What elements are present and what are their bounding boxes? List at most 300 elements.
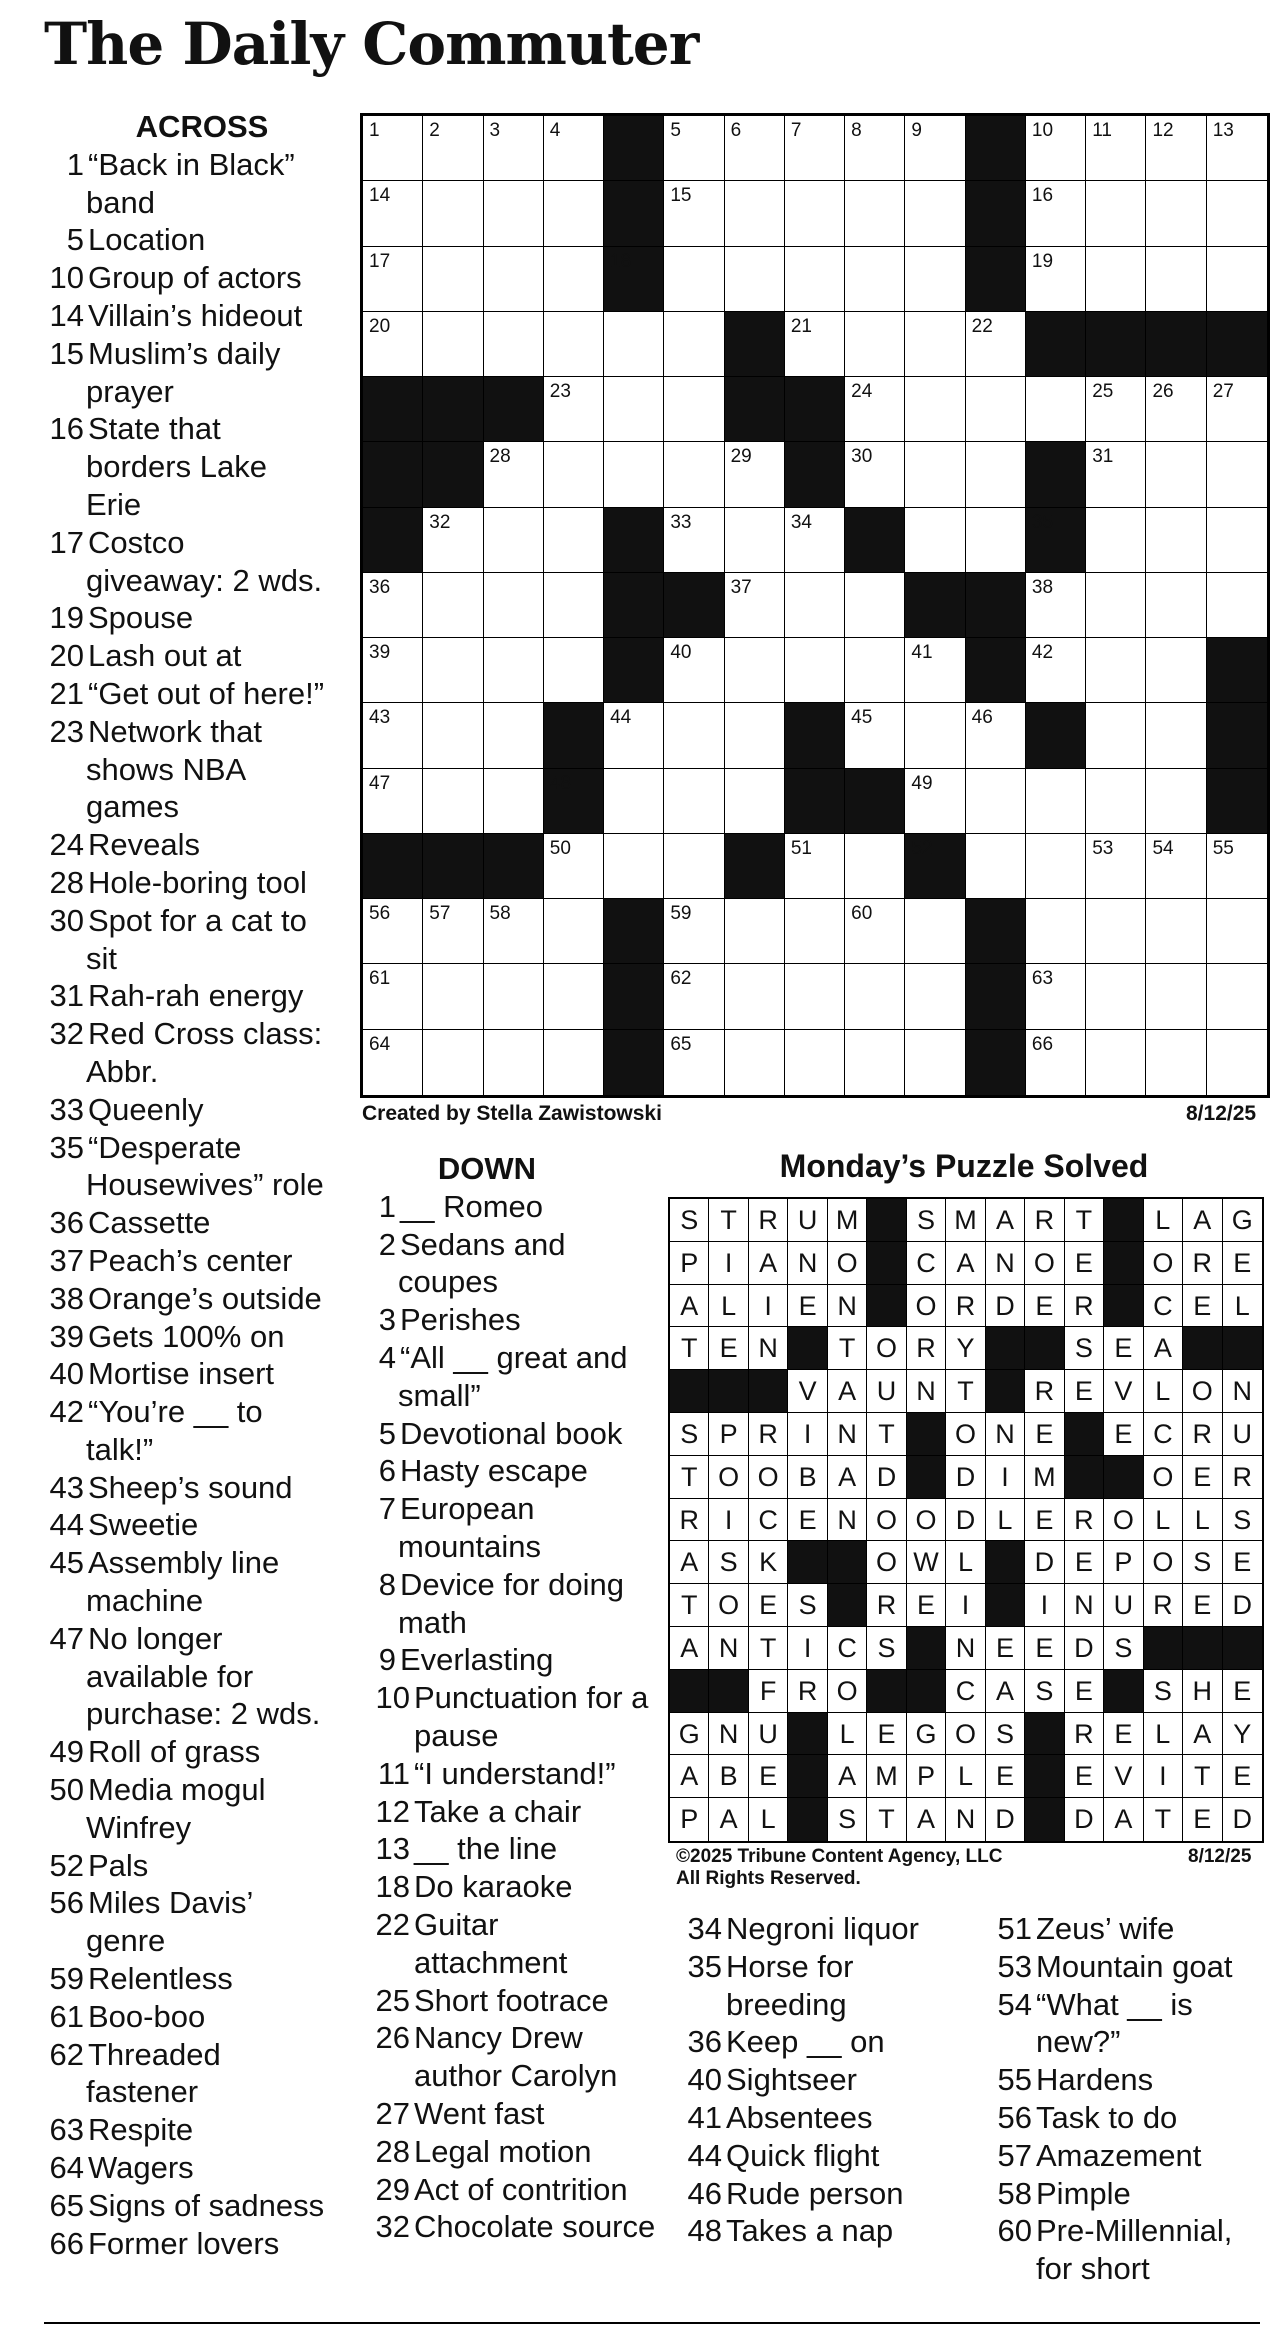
- grid-cell[interactable]: [664, 442, 724, 507]
- grid-cell[interactable]: [1026, 769, 1086, 834]
- black-square: [363, 834, 423, 899]
- solved-letter: B: [788, 1456, 827, 1499]
- solved-letter: I: [788, 1413, 827, 1456]
- solved-letter: A: [828, 1456, 867, 1499]
- grid-cell[interactable]: [905, 312, 965, 377]
- grid-cell[interactable]: [785, 247, 845, 312]
- grid-cell[interactable]: [725, 703, 785, 768]
- solved-letter: V: [1104, 1755, 1143, 1798]
- down-clue-32: [356, 2208, 658, 2246]
- grid-cell[interactable]: [544, 1030, 604, 1095]
- grid-cell[interactable]: [363, 899, 423, 964]
- grid-cell[interactable]: [664, 1030, 724, 1095]
- grid-cell[interactable]: [966, 703, 1026, 768]
- solved-black-square: [1223, 1627, 1262, 1670]
- grid-cell[interactable]: [363, 638, 423, 703]
- cell-number: 23: [549, 381, 571, 403]
- across-clue-59: [44, 1960, 330, 1998]
- grid-cell[interactable]: [785, 899, 845, 964]
- grid-cell[interactable]: [423, 1030, 483, 1095]
- solved-letter: E: [749, 1584, 788, 1627]
- grid-cell[interactable]: [544, 899, 604, 964]
- grid-cell[interactable]: [1207, 247, 1267, 312]
- clue-text: Do karaoke: [414, 1869, 573, 1905]
- grid-cell[interactable]: [544, 312, 604, 377]
- black-square: [604, 116, 664, 181]
- black-square: [725, 312, 785, 377]
- grid-cell[interactable]: [484, 247, 544, 312]
- solved-letter: D: [867, 1456, 906, 1499]
- grid-cell[interactable]: [1207, 508, 1267, 573]
- grid-cell[interactable]: [905, 508, 965, 573]
- grid-cell[interactable]: [845, 442, 905, 507]
- grid-cell[interactable]: [423, 312, 483, 377]
- cell-number: 20: [369, 315, 391, 337]
- grid-cell[interactable]: [785, 964, 845, 1029]
- grid-cell[interactable]: [845, 573, 905, 638]
- grid-cell[interactable]: [604, 377, 664, 442]
- grid-cell[interactable]: [1086, 442, 1146, 507]
- clue-number: 5: [378, 1415, 396, 1451]
- clue-number: 22: [375, 1906, 410, 1942]
- grid-cell[interactable]: [1146, 116, 1206, 181]
- grid-cell[interactable]: [845, 377, 905, 442]
- grid-cell[interactable]: [484, 573, 544, 638]
- down-clue-56: [978, 2099, 1268, 2137]
- grid-cell[interactable]: [484, 442, 544, 507]
- grid-cell[interactable]: [664, 116, 724, 181]
- solved-letter: O: [867, 1499, 906, 1542]
- grid-cell[interactable]: [423, 638, 483, 703]
- clue-text: “Back in Black” band: [86, 146, 295, 220]
- grid-cell[interactable]: [966, 769, 1026, 834]
- solved-letter: O: [828, 1242, 867, 1285]
- solved-letter: S: [828, 1798, 867, 1841]
- solved-black-square: [788, 1327, 827, 1370]
- grid-cell[interactable]: [966, 377, 1026, 442]
- grid-cell[interactable]: [966, 508, 1026, 573]
- clue-number: 25: [375, 1982, 410, 2018]
- solved-letter: E: [1183, 1285, 1222, 1328]
- grid-cell[interactable]: [544, 377, 604, 442]
- cell-number: 45: [851, 707, 873, 729]
- solved-letter: L: [749, 1798, 788, 1841]
- grid-cell[interactable]: [1146, 834, 1206, 899]
- grid-cell[interactable]: [664, 769, 724, 834]
- grid-cell[interactable]: [1086, 769, 1146, 834]
- grid-cell[interactable]: [484, 703, 544, 768]
- grid-cell[interactable]: [785, 573, 845, 638]
- solved-letter: O: [709, 1584, 748, 1627]
- grid-cell[interactable]: [785, 1030, 845, 1095]
- clue-number: 65: [49, 2187, 84, 2223]
- clue-text: Absentees: [726, 2099, 873, 2135]
- grid-cell[interactable]: [1207, 116, 1267, 181]
- grid-cell[interactable]: [664, 834, 724, 899]
- grid-cell[interactable]: [1207, 899, 1267, 964]
- clue-text: Cassette: [88, 1205, 211, 1241]
- solved-letter: D: [986, 1798, 1025, 1841]
- grid-cell[interactable]: [484, 638, 544, 703]
- cell-number: 8: [851, 120, 862, 141]
- clue-number: 54: [997, 1986, 1032, 2022]
- black-square: [544, 703, 604, 768]
- clue-number: 43: [49, 1469, 84, 1505]
- clue-text: Reveals: [88, 827, 200, 863]
- clue-text: Peach’s center: [88, 1242, 293, 1278]
- solved-letter: C: [907, 1242, 946, 1285]
- clue-number: 30: [49, 902, 84, 938]
- down-clue-5: [356, 1415, 658, 1453]
- solved-letter: L: [1144, 1199, 1183, 1242]
- grid-cell[interactable]: [1086, 1030, 1146, 1095]
- grid-cell[interactable]: [905, 377, 965, 442]
- grid-cell[interactable]: [363, 116, 423, 181]
- grid-cell[interactable]: [664, 181, 724, 246]
- solved-letter: A: [907, 1798, 946, 1841]
- across-clue-21: [44, 675, 330, 713]
- grid-cell[interactable]: [845, 312, 905, 377]
- grid-cell[interactable]: [785, 638, 845, 703]
- clue-number: 28: [375, 2133, 410, 2169]
- grid-cell[interactable]: [544, 442, 604, 507]
- grid-cell[interactable]: [544, 181, 604, 246]
- clue-number: 52: [49, 1847, 84, 1883]
- grid-cell[interactable]: [1026, 834, 1086, 899]
- grid-cell[interactable]: [363, 1030, 423, 1095]
- grid-cell[interactable]: [725, 181, 785, 246]
- down-clue-57: [978, 2137, 1268, 2175]
- grid-cell[interactable]: [484, 769, 544, 834]
- down-clue-1: [356, 1188, 658, 1226]
- grid-cell[interactable]: [484, 116, 544, 181]
- grid-cell[interactable]: [363, 312, 423, 377]
- grid-cell[interactable]: [785, 116, 845, 181]
- down-clue-3: [356, 1301, 658, 1339]
- solved-black-square: [1144, 1627, 1183, 1670]
- grid-cell[interactable]: [1026, 573, 1086, 638]
- grid-cell[interactable]: [484, 508, 544, 573]
- clue-number: 57: [997, 2137, 1032, 2173]
- grid-cell[interactable]: [544, 573, 604, 638]
- grid-cell[interactable]: [1146, 508, 1206, 573]
- grid-cell[interactable]: [905, 1030, 965, 1095]
- grid-cell[interactable]: [905, 442, 965, 507]
- solved-letter: E: [1104, 1413, 1143, 1456]
- solved-black-square: [1104, 1285, 1143, 1328]
- grid-cell[interactable]: [725, 899, 785, 964]
- grid-cell[interactable]: [544, 116, 604, 181]
- cell-number: 42: [1031, 642, 1054, 664]
- grid-cell[interactable]: [845, 181, 905, 246]
- grid-cell[interactable]: [1146, 769, 1206, 834]
- grid-cell[interactable]: [725, 769, 785, 834]
- grid-cell[interactable]: [1086, 247, 1146, 312]
- clue-text: European mountains: [398, 1491, 542, 1564]
- grid-cell[interactable]: [1146, 703, 1206, 768]
- grid-cell[interactable]: [1086, 964, 1146, 1029]
- cell-number: 35: [1031, 511, 1054, 533]
- grid-cell[interactable]: [1026, 377, 1086, 442]
- grid-cell[interactable]: [484, 181, 544, 246]
- solved-letter: E: [1025, 1499, 1064, 1542]
- clue-text: Pre-Millennial, for short: [1036, 2213, 1233, 2287]
- grid-cell[interactable]: [664, 964, 724, 1029]
- grid-cell[interactable]: [544, 508, 604, 573]
- grid-cell[interactable]: [423, 964, 483, 1029]
- grid-cell[interactable]: [423, 508, 483, 573]
- grid-cell[interactable]: [1146, 377, 1206, 442]
- grid-cell[interactable]: [1146, 899, 1206, 964]
- grid-cell[interactable]: [845, 703, 905, 768]
- grid-cell[interactable]: [664, 703, 724, 768]
- solved-letter: E: [1104, 1327, 1143, 1370]
- grid-cell[interactable]: [1207, 1030, 1267, 1095]
- grid-cell[interactable]: [363, 573, 423, 638]
- grid-cell[interactable]: [1026, 116, 1086, 181]
- grid-cell[interactable]: [604, 312, 664, 377]
- across-clue-56: [44, 1884, 330, 1960]
- grid-cell[interactable]: [1086, 116, 1146, 181]
- grid-cell[interactable]: [1146, 638, 1206, 703]
- solved-black-square: [1183, 1627, 1222, 1670]
- cell-number: 6: [730, 120, 742, 141]
- solved-letter: N: [946, 1627, 985, 1670]
- clue-text: “You’re __ to talk!”: [86, 1394, 263, 1467]
- grid-cell[interactable]: [725, 247, 785, 312]
- grid-cell[interactable]: [423, 703, 483, 768]
- solved-letter: A: [749, 1242, 788, 1285]
- grid-cell[interactable]: [363, 247, 423, 312]
- grid-cell[interactable]: [785, 181, 845, 246]
- grid-cell[interactable]: [664, 508, 724, 573]
- grid-cell[interactable]: [604, 442, 664, 507]
- grid-cell[interactable]: [1146, 1030, 1206, 1095]
- grid-cell[interactable]: [725, 442, 785, 507]
- across-clue-65: [44, 2187, 330, 2225]
- grid-cell[interactable]: [1146, 573, 1206, 638]
- cell-number: 27: [1212, 381, 1234, 403]
- solved-letter: N: [788, 1242, 827, 1285]
- black-square: [1207, 703, 1267, 768]
- grid-cell[interactable]: [1026, 899, 1086, 964]
- grid-cell[interactable]: [423, 573, 483, 638]
- grid-cell[interactable]: [363, 769, 423, 834]
- grid-cell[interactable]: [725, 573, 785, 638]
- solved-black-square: [828, 1584, 867, 1627]
- grid-cell[interactable]: [1207, 181, 1267, 246]
- grid-cell[interactable]: [363, 703, 423, 768]
- grid-cell[interactable]: [544, 247, 604, 312]
- solved-letter: A: [986, 1670, 1025, 1713]
- grid-cell[interactable]: [1086, 899, 1146, 964]
- clue-text: Hole-boring tool: [88, 864, 307, 900]
- clue-text: “I understand!”: [414, 1755, 616, 1791]
- solved-black-square: [709, 1370, 748, 1413]
- solved-letter: T: [670, 1584, 709, 1627]
- down-clue-46: [668, 2175, 958, 2213]
- down-clue-29: [356, 2171, 658, 2209]
- grid-cell[interactable]: [845, 116, 905, 181]
- grid-cell[interactable]: [966, 834, 1026, 899]
- black-square: [966, 1030, 1026, 1095]
- grid-cell[interactable]: [664, 377, 724, 442]
- across-clue-42: [44, 1393, 330, 1469]
- grid-cell[interactable]: [423, 899, 483, 964]
- across-clue-50: [44, 1771, 330, 1847]
- grid-cell[interactable]: [905, 247, 965, 312]
- grid-cell[interactable]: [664, 247, 724, 312]
- grid-cell[interactable]: [905, 899, 965, 964]
- clue-text: Media mogul Winfrey: [86, 1772, 266, 1845]
- cell-number: 60: [851, 903, 873, 925]
- black-square: [1026, 442, 1086, 507]
- grid-cell[interactable]: [363, 964, 423, 1029]
- grid-cell[interactable]: [785, 508, 845, 573]
- down-clue-7: [356, 1490, 658, 1566]
- grid-cell[interactable]: [1207, 964, 1267, 1029]
- solved-letter: Y: [1223, 1713, 1262, 1756]
- copyright-line: ©2025 Tribune Content Agency, LLC: [676, 1846, 1003, 1867]
- clue-text: “Desperate Housewives” role: [86, 1129, 324, 1203]
- solved-black-square: [1065, 1456, 1104, 1499]
- clue-number: 66: [49, 2225, 84, 2261]
- grid-cell[interactable]: [544, 834, 604, 899]
- solved-letter: E: [1025, 1413, 1064, 1456]
- solved-letter: W: [907, 1541, 946, 1584]
- grid-cell[interactable]: [484, 312, 544, 377]
- grid-cell[interactable]: [845, 834, 905, 899]
- grid-cell[interactable]: [1207, 573, 1267, 638]
- grid-cell[interactable]: [845, 899, 905, 964]
- grid-cell[interactable]: [905, 116, 965, 181]
- across-clue-16: [44, 410, 330, 523]
- grid-cell[interactable]: [966, 312, 1026, 377]
- grid-cell[interactable]: [544, 638, 604, 703]
- grid-cell[interactable]: [725, 638, 785, 703]
- clue-text: Costco giveaway: 2 wds.: [86, 524, 323, 598]
- solved-letter: M: [828, 1199, 867, 1242]
- solved-letter: T: [828, 1327, 867, 1370]
- clue-number: 19: [49, 600, 84, 636]
- grid-cell[interactable]: [725, 1030, 785, 1095]
- grid-cell[interactable]: [905, 181, 965, 246]
- solved-letter: S: [788, 1584, 827, 1627]
- grid-cell[interactable]: [1207, 377, 1267, 442]
- grid-cell[interactable]: [1207, 834, 1267, 899]
- grid-cell[interactable]: [604, 769, 664, 834]
- grid-cell[interactable]: [423, 181, 483, 246]
- grid-cell[interactable]: [1026, 1030, 1086, 1095]
- grid-cell[interactable]: [905, 769, 965, 834]
- clue-text: Muslim’s daily prayer: [86, 335, 281, 409]
- grid-cell[interactable]: [1086, 573, 1146, 638]
- grid-cell[interactable]: [1146, 181, 1206, 246]
- grid-cell[interactable]: [845, 964, 905, 1029]
- grid-cell[interactable]: [544, 964, 604, 1029]
- grid-cell[interactable]: [725, 508, 785, 573]
- grid-cell[interactable]: [1086, 508, 1146, 573]
- grid-cell[interactable]: [423, 247, 483, 312]
- cell-number: 22: [971, 315, 993, 337]
- grid-cell[interactable]: [905, 638, 965, 703]
- black-square: [725, 377, 785, 442]
- solved-letter: L: [828, 1713, 867, 1756]
- grid-cell[interactable]: [484, 899, 544, 964]
- clue-number: 3: [378, 1302, 396, 1338]
- grid-cell[interactable]: [423, 769, 483, 834]
- grid-cell[interactable]: [1026, 964, 1086, 1029]
- grid-cell[interactable]: [1086, 834, 1146, 899]
- grid-cell[interactable]: [664, 312, 724, 377]
- cell-number: 3: [489, 120, 501, 141]
- grid-cell[interactable]: [725, 116, 785, 181]
- solved-letter: C: [1144, 1413, 1183, 1456]
- solved-letter: R: [1183, 1242, 1222, 1285]
- grid-cell[interactable]: [664, 638, 724, 703]
- grid-cell[interactable]: [1086, 703, 1146, 768]
- solved-letter: R: [1223, 1456, 1262, 1499]
- grid-cell[interactable]: [363, 181, 423, 246]
- grid-cell[interactable]: [1207, 442, 1267, 507]
- grid-cell[interactable]: [604, 834, 664, 899]
- solved-letter: E: [709, 1327, 748, 1370]
- solved-letter: S: [670, 1413, 709, 1456]
- grid-cell[interactable]: [1146, 247, 1206, 312]
- across-clue-20: [44, 637, 330, 675]
- grid-cell[interactable]: [905, 703, 965, 768]
- grid-cell[interactable]: [604, 703, 664, 768]
- solved-black-square: [828, 1541, 867, 1584]
- grid-cell[interactable]: [1026, 181, 1086, 246]
- grid-cell[interactable]: [725, 964, 785, 1029]
- grid-cell[interactable]: [1086, 377, 1146, 442]
- cell-number: 64: [369, 1033, 391, 1055]
- cell-number: 2: [429, 120, 440, 141]
- cell-number: 62: [670, 968, 692, 990]
- solved-black-square: [1025, 1327, 1064, 1370]
- grid-cell[interactable]: [423, 116, 483, 181]
- grid-cell[interactable]: [1026, 638, 1086, 703]
- clue-text: Red Cross class: Abbr.: [86, 1016, 323, 1089]
- across-clue-62: [44, 2036, 330, 2112]
- solved-letter: D: [1223, 1584, 1262, 1627]
- solved-letter: G: [907, 1713, 946, 1756]
- grid-cell[interactable]: [845, 1030, 905, 1095]
- solved-black-square: [1104, 1456, 1143, 1499]
- grid-cell[interactable]: [845, 638, 905, 703]
- grid-cell[interactable]: [1086, 181, 1146, 246]
- grid-cell[interactable]: [1086, 638, 1146, 703]
- grid-cell[interactable]: [664, 899, 724, 964]
- grid-cell[interactable]: [785, 834, 845, 899]
- grid-cell[interactable]: [966, 442, 1026, 507]
- solved-letter: A: [670, 1627, 709, 1670]
- grid-cell[interactable]: [1026, 247, 1086, 312]
- clue-number: 15: [49, 335, 84, 371]
- grid-cell[interactable]: [1146, 964, 1206, 1029]
- solved-letter: N: [749, 1327, 788, 1370]
- grid-cell[interactable]: [905, 964, 965, 1029]
- grid-cell[interactable]: [484, 964, 544, 1029]
- clue-number: 1: [66, 146, 84, 182]
- grid-cell[interactable]: [484, 1030, 544, 1095]
- grid-cell[interactable]: [785, 312, 845, 377]
- cell-number: 10: [1031, 120, 1054, 141]
- grid-cell[interactable]: [1146, 442, 1206, 507]
- black-square: [905, 834, 965, 899]
- grid-cell[interactable]: [845, 247, 905, 312]
